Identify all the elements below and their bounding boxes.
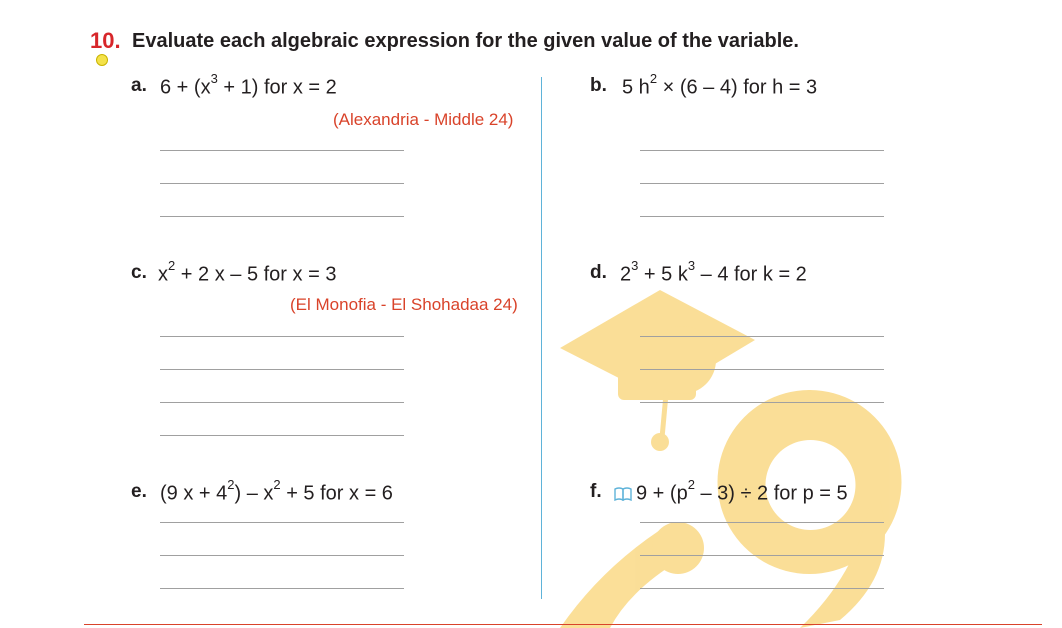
answer-line	[160, 183, 404, 184]
answer-line	[160, 588, 404, 589]
bottom-rule	[84, 624, 1042, 625]
item-e-label: e.	[131, 481, 147, 502]
answer-line	[160, 150, 404, 151]
item-a-source: (Alexandria - Middle 24)	[333, 110, 514, 129]
answer-line	[160, 435, 404, 436]
item-b-label: b.	[590, 75, 607, 96]
item-f-label: f.	[590, 481, 602, 502]
answer-line	[160, 402, 404, 403]
item-c-source: (El Monofia - El Shohadaa 24)	[290, 295, 518, 314]
answer-line	[640, 336, 884, 337]
answer-line	[640, 150, 884, 151]
item-c-label: c.	[131, 262, 147, 283]
answer-line	[640, 369, 884, 370]
answer-line	[640, 402, 884, 403]
answer-line	[160, 555, 404, 556]
item-a-expression: $6 + (x^3 + 1)$ for x = 2	[160, 71, 337, 99]
item-c-expression: $x^2 + 2$ x – 5 for x = 3	[158, 258, 337, 286]
answer-line	[160, 369, 404, 370]
item-f-expression: $9 + (p^2 - 3) \div 2$ for p = 5	[614, 480, 848, 506]
column-divider	[541, 77, 542, 599]
answer-line	[640, 588, 884, 589]
watermark-logo	[540, 270, 920, 628]
question-text: Evaluate each algebraic expression for the given value of the variable.	[132, 30, 799, 52]
answer-line	[160, 336, 404, 337]
item-d-label: d.	[590, 262, 607, 283]
answer-line	[160, 522, 404, 523]
book-icon	[614, 487, 632, 501]
answer-line	[640, 183, 884, 184]
item-a-label: a.	[131, 75, 147, 96]
question-number: 10.	[90, 28, 121, 53]
answer-line	[640, 555, 884, 556]
item-b-expression: 5 $h^2 \times (6 - 4)$ for h = 3	[622, 71, 818, 99]
item-e-expression: (9 $x + 4^2) - x^2 + 5$ for x = 6	[160, 477, 393, 505]
item-d-expression: $2^3 + 5$ $k^3 - 4$ for k = 2	[620, 258, 807, 286]
answer-line	[160, 216, 404, 217]
marker-dot	[96, 54, 108, 66]
answer-line	[640, 522, 884, 523]
answer-line	[640, 216, 884, 217]
